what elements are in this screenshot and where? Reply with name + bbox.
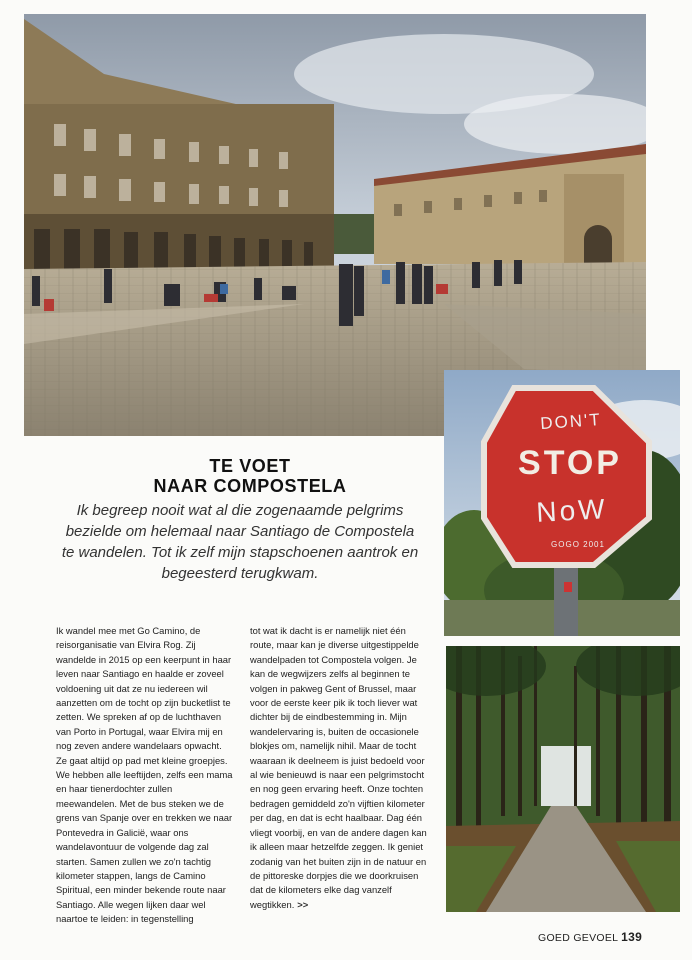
- body-column-2: [250, 624, 432, 912]
- body-column-2-text: tot wat ik dacht is er namelijk niet één route, maar kan je diverse uitgestippelde wandelpaden tot Compostela volgen. Je kan de wegwijzers zelfs al beginnen te volgen in pakweg Gent of Brussel, maar voor de eerste keer pik ik toch liever wat dichter bij de eindbestemming in. Mijn wandelervaring is, buiten de occasionele blokjes om, namelijk nihil. Maar de tocht waaraan ik deelneem is juist bedoeld voor al wie benieuwd is naar een pelgrimstocht en nog geen ervaring heeft. Onze tochten bedragen gemiddeld zo'n vijftien kilometer per dag, en dat is echt haalbaar. Dag één vliegt voorbij, en van de andere dagen kan ik alleen maar hetzelfde zeggen. Ik geniet zodanig van het buiten zijn in de natuur en de pittoreske dorpjes die we doorkruisen dat de kilometers elke dag vanzelf wegtikken.: [250, 625, 427, 910]
- continue-mark: >>: [297, 898, 309, 910]
- article-title: [100, 456, 400, 496]
- page-number: 139: [621, 930, 643, 944]
- page-footer: [538, 930, 642, 944]
- stop-sign-text-small: GOGO 2001: [551, 540, 605, 549]
- magazine-name: GOED GEVOEL: [538, 932, 618, 944]
- title-line-1: TE VOET: [209, 456, 291, 476]
- forest-path-photo: [446, 646, 680, 912]
- body-column-1: Ik wandel mee met Go Camino, de reisorganisatie van Elvira Rog. Zij wandelde in 2015 op een keerpunt in haar leven naar Santiago en haalde er zoveel voldoening uit dat ze nu iedereen wil aanzetten om de tocht op zijn bucketlist te zetten. We spreken af op de luchthaven van Porto in Portugal, waar Elvira mij en nog zeven andere wandelaars opwacht. Ze gaat altijd op pad met kleine groepjes. We hebben alle leeftijden, zelfs een mama en haar tienerdochter zullen meewandelen. Met de bus steken we de grens van Spanje over en trekken we naar Pontevedra in Galicië, waar ons wandelavontuur de volgende dag zal starten. Samen zullen we zo'n tachtig kilometer stappen, langs de Camino Spiritual, een minder bekende route naar Santiago. Alle wegen lijken daar wel naartoe te leiden: in tegenstelling: [56, 625, 233, 925]
- article-intro: Ik begreep nooit wat al die zogenaamde pelgrims bezielde om helemaal naar Santiago de Compostela te wandelen. Tot ik zelf mijn stapschoenen aantrok en begeesterd terugkwam.: [61, 502, 419, 582]
- title-line-2: NAAR COMPOSTELA: [153, 476, 347, 496]
- stop-sign-text-bottom: NoW: [535, 493, 609, 528]
- stop-sign-text-middle: STOP: [518, 444, 622, 482]
- stop-sign-text-top: DON'T: [539, 409, 603, 434]
